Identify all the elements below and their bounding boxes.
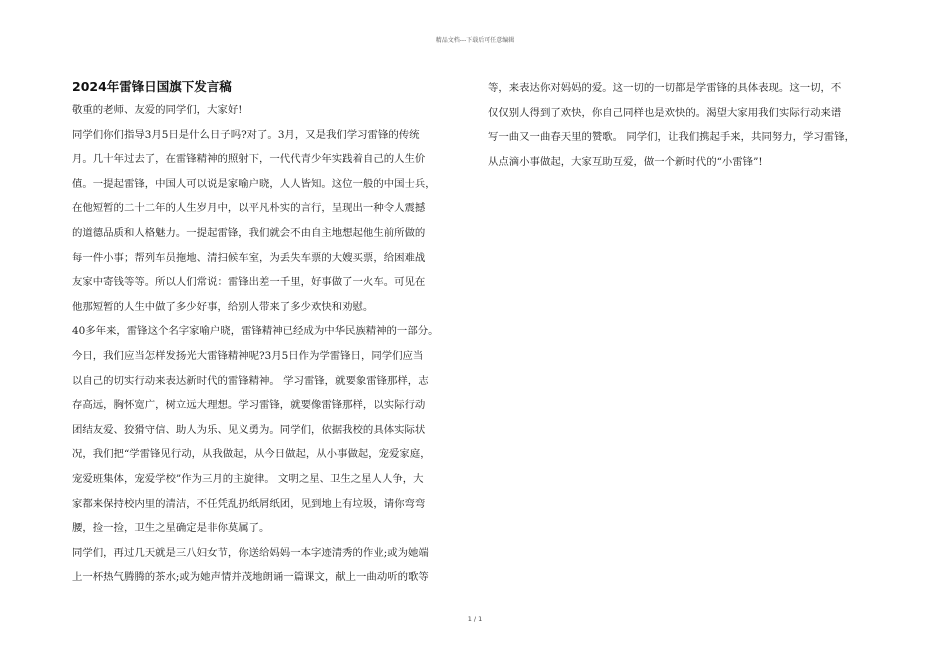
left-text-body xyxy=(72,98,472,590)
text-line: 每一件小事；帮列车员拖地、清扫候车室，为丢失车票的大嫂买票，给困难战 xyxy=(72,251,426,264)
document-column-right xyxy=(488,76,888,174)
text-line: 以自己的切实行动来表达新时代的雷锋精神。 学习雷锋，就要象雷锋那样，志 xyxy=(72,374,429,387)
text-line: 40多年来，雷锋这个名字家喻户晓，雷锋精神已经成为中华民族精神的一部分。 xyxy=(72,325,439,338)
right-text-body xyxy=(488,76,888,174)
text-line: 在他短暂的二十二年的人生岁月中，以平凡朴实的言行，呈现出一种令人震撼 xyxy=(72,202,426,215)
document-title: 2024年雷锋日国旗下发言稿 xyxy=(72,79,232,94)
text-line: 上一杯热气腾腾的茶水;或为她声情并茂地朗诵一篇课文，献上一曲动听的歌等 xyxy=(72,571,429,584)
text-line: 同学们你们指导3月5日是什么日子吗?对了。3月，又是我们学习雷锋的传统 xyxy=(72,128,420,141)
text-line: 腰，捡一捡，卫生之星确定是非你莫属了。 xyxy=(72,522,270,535)
text-line: 存高远，胸怀宽广，树立远大理想。学习雷锋，就要像雷锋那样，以实际行动 xyxy=(72,399,426,412)
text-line: 从点滴小事做起，大家互助互爱，做一个新时代的“小雷锋”! xyxy=(488,155,763,168)
text-line: 今日，我们应当怎样发扬光大雷锋精神呢?3月5日作为学雷锋日，同学们应当 xyxy=(72,349,424,362)
text-line: 的道德品质和人格魅力。一提起雷锋，我们就会不由自主地想起他生前所做的 xyxy=(72,226,426,239)
text-line: 宠爱班集体，宠爱学校”作为三月的主旋律。 文明之星、卫生之星人人争，大 xyxy=(72,472,424,485)
text-line: 况，我们把“学雷锋见行动，从我做起，从今日做起，从小事做起，宠爱家庭， xyxy=(72,448,431,461)
text-line: 月。几十年过去了，在雷锋精神的照射下，一代代青少年实践着自己的人生价 xyxy=(72,153,426,166)
text-line: 同学们，再过几天就是三八妇女节，你送给妈妈一本字迹清秀的作业;或为她端 xyxy=(72,546,429,559)
text-line: 他那短暂的人生中做了多少好事，给别人带来了多少欢快和劝慰。 xyxy=(72,300,374,313)
text-line: 写一曲又一曲春天里的赞歌。 同学们，让我们携起手来，共同努力，学习雷锋， xyxy=(488,131,855,144)
text-line: 值。一提起雷锋，中国人可以说是家喻户晓，人人皆知。这位一般的中国士兵， xyxy=(72,177,436,190)
page-header: 精品文档---下载后可任意编辑 xyxy=(435,37,515,44)
text-line: 敬重的老师、友爱的同学们，大家好! xyxy=(72,104,243,116)
text-line: 等，来表达你对妈妈的爱。这一切的一切都是学雷锋的具体表现。这一切，不 xyxy=(488,82,842,94)
text-line: 仅仅别人得到了欢快，你自己同样也是欢快的。渴望大家用我们实际行动来谱 xyxy=(488,106,842,119)
text-line: 家都来保持校内里的清洁，不任凭乱扔纸屑纸团，见到地上有垃圾，请你弯弯 xyxy=(72,497,426,510)
text-line: 友家中寄钱等等。所以人们常说：雷锋出差一千里，好事做了一火车。可见在 xyxy=(72,276,426,289)
page-number: 1 / 1 xyxy=(467,615,483,623)
document-column-left xyxy=(72,76,472,590)
text-line: 团结友爱、狡猾守信、助人为乐、见义勇为。同学们，依据我校的具体实际状 xyxy=(72,423,426,436)
